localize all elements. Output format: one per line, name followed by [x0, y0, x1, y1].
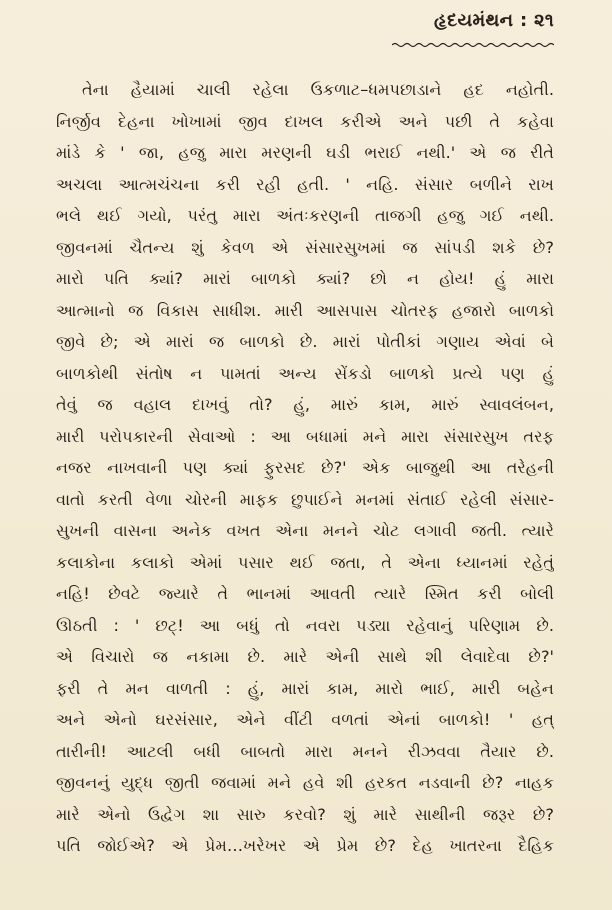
text-line: મારે એનો ઉદ્વેગ શા સારુ કરવો? શું મારે સાથીની જરૂર છે?	[56, 804, 554, 824]
text-line: બાળકોથી સંતોષ ન પામતાં અન્ય સેંકડો બાળકો પ્રત્યે પણ હું	[56, 363, 554, 383]
wavy-rule-graphic	[392, 42, 554, 48]
running-header: હૃદયમંથન : ૨૧	[434, 10, 554, 31]
text-line: કલાકોના કલાકો એમાં પસાર થઈ જતા, તે એના ધ્યાનમાં રહેતું	[56, 552, 554, 572]
text-line: નજર નાખવાની પણ ક્યાં ફુરસદ છે?' એક બાજુથી આ તરેહની	[56, 458, 554, 477]
text-line: અચલા આત્મચંચના કરી રહી હતી. ' નહિ. સંસાર બળીને રાખ	[56, 174, 554, 194]
text-line: નિર્જીવ દેહના ખોખામાં જીવ દાખલ કરીએ અને પછી તે કહેવા	[56, 111, 554, 131]
text-line: સુખની વાસના અનેક વખત એના મનને ચોટ લગાવી જતી. ત્યારે	[56, 521, 554, 540]
text-line: જીવનમાં ચૈતન્ય શું કેવળ એ સંસારસુખમાં જ સાંપડી શકે છે?	[56, 237, 554, 257]
header-wavy-rule	[392, 42, 554, 48]
text-line: આત્માનો જ વિકાસ સાધીશ. મારી આસપાસ ચોતરફ હજારો બાળકો	[56, 300, 554, 320]
text-line: મારી પરોપકારની સેવાઓ : આ બધામાં મને મારા સંસારસુખ તરફ	[56, 426, 554, 446]
body-text	[56, 74, 554, 862]
text-line: તેવું જ વહાલ દાખવું તો? હું, મારું કામ, મારું સ્વાવલંબન,	[56, 395, 554, 414]
text-line: માંડે કે ' જા, હજુ મારા મરણની ઘડી ભરાઈ નથી.' એ જ રીતે	[56, 143, 554, 162]
text-line: તારીની! આટલી બધી બાબતો મારા મનને રીઝવવા તૈયાર છે.	[56, 741, 554, 761]
text-line: જીવે છે; એ મારાં જ બાળકો છે. મારાં પોતીકાં ગણાય એવાં બે	[56, 332, 554, 351]
text-line: જીવનનું યુદ્ધ જીતી જવામાં મને હવે શી હરકત નડવાની છે? નાહક	[56, 773, 554, 792]
text-line: ભલે થઈ ગયો, પરંતુ મારા અંતઃકરણની તાજગી હજુ ગઈ નથી.	[56, 206, 554, 225]
text-line: એ વિચારો જ નકામા છે. મારે એની સાથે શી લેવાદેવા છે?'	[56, 647, 554, 666]
text-line: અને એનો ઘરસંસાર, એને વીંટી વળતાં એનાં બાળકો! ' હત્	[56, 710, 554, 729]
text-line: મારો પતિ ક્યાં? મારાં બાળકો ક્યાં? છો ન હોય! હું મારા	[56, 269, 554, 288]
text-line: પતિ જોઈએ? એ પ્રેમ…ખરેખર એ પ્રેમ છે? દેહ ખાતરના દૈહિક	[56, 836, 554, 855]
text-line: ઊઠતી : ' છટ્! આ બધું તો નવરા પડ્યા રહેવાનું પરિણામ છે.	[56, 615, 554, 635]
text-line: ફરી તે મન વાળતી : હું, મારાં કામ, મારો ભાઈ, મારી બહેન	[56, 678, 554, 698]
text-line: નહિ! છેવટે જ્યારે તે ભાનમાં આવતી ત્યારે સ્મિત કરી બોલી	[56, 584, 554, 603]
text-line: તેના હૈયામાં ચાલી રહેલા ઉકળાટ–ધમપછાડાને હદ નહોતી.	[82, 80, 554, 99]
text-line: વાતો કરતી વેળા ચોરની માફક છુપાઈને મનમાં સંતાઈ રહેલી સંસાર-	[56, 489, 554, 509]
